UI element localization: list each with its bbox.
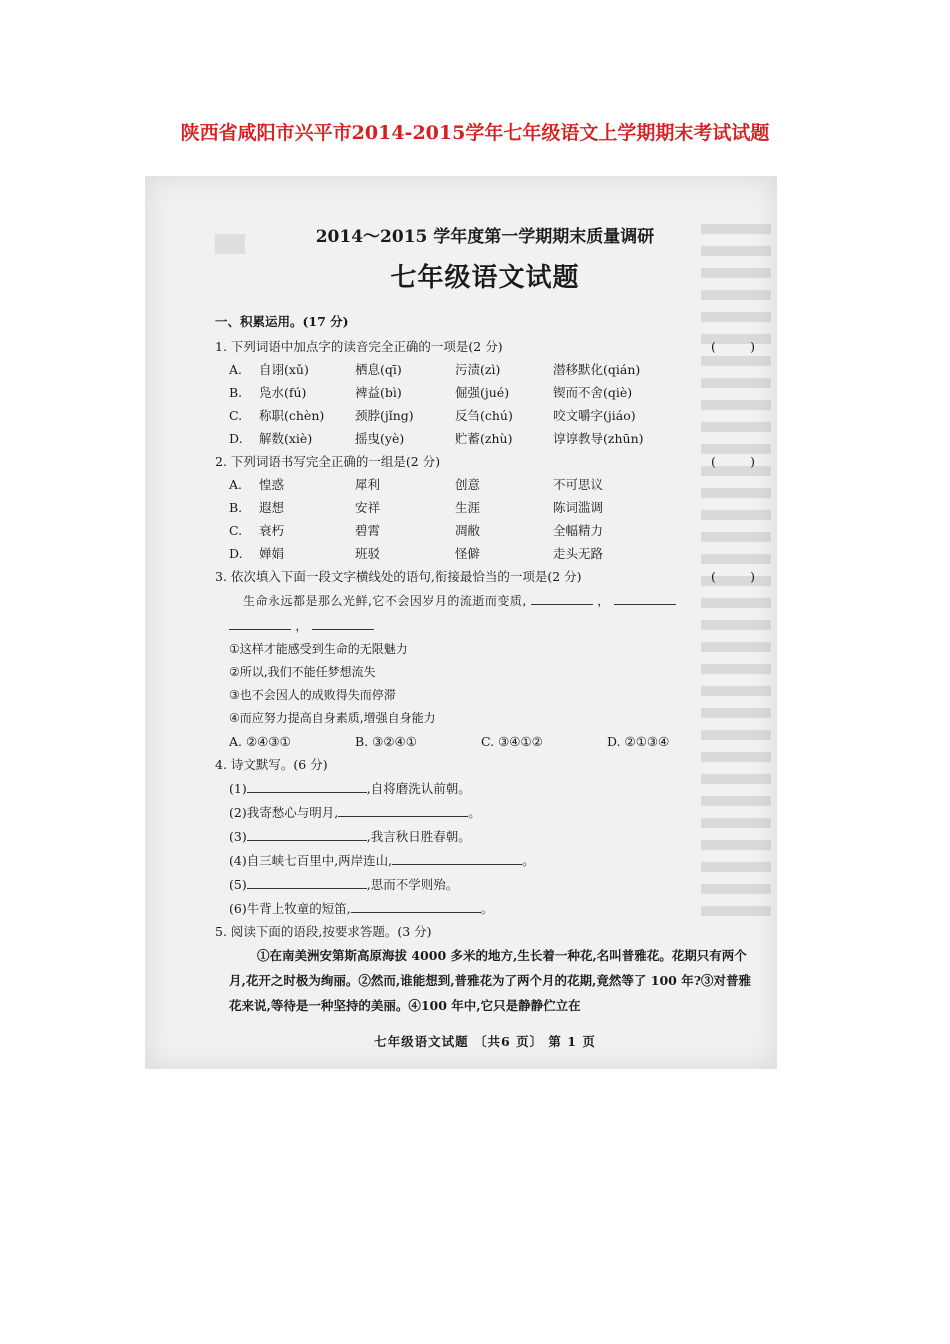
option-letter: D. [229, 546, 243, 561]
page-title: 陕西省咸阳市兴平市2014-2015学年七年级语文上学期期末考试试题 [180, 122, 770, 144]
passage-text: 生命永远都是那么光鲜,它不会因岁月的流逝而变质, [243, 594, 527, 608]
question-5-paragraph: ①在南美洲安第斯高原海拔 4000 多米的地方,生长着一种花,名叫普雅花。花期只有两个月,花开之时极为绚丽。②然而,谁能想到,普雅花为了两个月的花期,竟然等了 100 年?③对普雅花来说,等待是一种坚持的美丽。④100 年中,它只是静静伫立在 [229, 948, 752, 1013]
question-1-option-b [215, 381, 755, 404]
paren-open: ( [711, 339, 716, 354]
poem-line-2 [215, 800, 755, 824]
answer-parenthesis [711, 565, 755, 588]
question-1-option-c [215, 404, 755, 427]
fill-blank [247, 872, 367, 889]
option-word: 倔强(jué) [455, 385, 510, 400]
option-letter: C. [229, 523, 243, 538]
question-2-option-a [215, 473, 755, 496]
option-letter: C. [229, 408, 243, 423]
option-word: 摇曳(yè) [355, 431, 405, 446]
question-2-option-c [215, 519, 755, 542]
option-word: 自诩(xǔ) [259, 362, 309, 377]
question-3-sentence: ③也不会因人的成败得失而停滞 [229, 688, 396, 702]
blank-separator: ， [295, 619, 308, 633]
fill-blank [247, 776, 367, 793]
choice-c: C. ③④①② [481, 734, 543, 749]
poem-suffix: ,我言秋日胜春朝。 [366, 829, 471, 844]
fill-blank [229, 613, 291, 630]
option-letter: B. [229, 385, 243, 400]
option-letter: A. [229, 477, 243, 492]
question-2-option-b [215, 496, 755, 519]
choice-d: D. ②①③④ [607, 734, 670, 749]
option-word: 栖息(qī) [355, 362, 402, 377]
poem-prefix: (2)我寄愁心与明月, [229, 805, 339, 820]
blank-separator: ， [597, 594, 610, 608]
question-3-sentence: ②所以,我们不能任梦想流失 [229, 665, 376, 679]
option-word: 污渍(zì) [455, 362, 501, 377]
option-word: 解数(xiè) [259, 431, 313, 446]
option-letter: D. [229, 431, 243, 446]
poem-line-1 [215, 776, 755, 800]
option-word: 称职(chèn) [259, 408, 325, 423]
poem-prefix: (6)牛背上牧童的短笛, [229, 901, 351, 916]
option-word: 碧霄 [355, 523, 381, 538]
option-word: 惶惑 [259, 477, 285, 492]
option-letter: A. [229, 362, 243, 377]
option-word: 全幅精力 [553, 523, 604, 538]
poem-suffix: 。 [468, 805, 481, 820]
poem-line-5 [215, 872, 755, 896]
question-3-blank-line [215, 613, 755, 638]
poem-line-4 [215, 848, 755, 872]
option-word: 潜移默化(qián) [553, 362, 641, 377]
option-word: 衰朽 [259, 523, 285, 538]
option-word: 贮蓄(zhù) [455, 431, 513, 446]
paren-open: ( [711, 454, 716, 469]
option-word: 创意 [455, 477, 481, 492]
option-word: 遐想 [259, 500, 285, 515]
poem-prefix: (3) [229, 829, 247, 844]
question-1-text: 1. 下列词语中加点字的读音完全正确的一项是(2 分) [215, 339, 503, 354]
question-1-stem [215, 335, 755, 358]
option-word: 生涯 [455, 500, 481, 515]
page-footer: 七年级语文试题 〔共6 页〕 第 1 页 [374, 1034, 596, 1049]
fill-blank [338, 800, 468, 817]
fill-blank [247, 824, 367, 841]
question-4-stem: 4. 诗文默写。(6 分) [215, 757, 328, 772]
question-2-option-d [215, 542, 755, 565]
option-word: 谆谆教导(zhūn) [553, 431, 644, 446]
option-word: 裨益(bì) [355, 385, 402, 400]
scanned-exam-image [145, 176, 777, 1069]
option-word: 锲而不舍(qiè) [553, 385, 633, 400]
option-word: 犀利 [355, 477, 381, 492]
option-word: 陈词滥调 [553, 500, 604, 515]
poem-prefix: (1) [229, 781, 247, 796]
question-1-option-a [215, 358, 755, 381]
option-word: 怪僻 [455, 546, 481, 561]
fill-blank [312, 613, 374, 630]
question-3-passage [215, 588, 755, 613]
question-2-stem [215, 450, 755, 473]
fill-blank [614, 588, 676, 605]
question-5-stem: 5. 阅读下面的语段,按要求答题。(3 分) [215, 924, 432, 939]
paren-close: ) [750, 339, 755, 354]
fill-blank [392, 848, 522, 865]
option-word: 不可思议 [553, 477, 604, 492]
question-3-choices [215, 730, 755, 753]
choice-b: B. ③②④① [355, 734, 417, 749]
poem-suffix: ,思而不学则殆。 [366, 877, 459, 892]
paren-close: ) [750, 454, 755, 469]
question-3-stem [215, 565, 755, 588]
fill-blank [351, 896, 481, 913]
poem-prefix: (4)自三峡七百里中,两岸连山, [229, 853, 393, 868]
option-word: 班驳 [355, 546, 381, 561]
fill-blank [531, 588, 593, 605]
answer-parenthesis [711, 335, 755, 358]
question-1-option-d [215, 427, 755, 450]
paren-open: ( [711, 569, 716, 584]
option-word: 凫水(fú) [259, 385, 307, 400]
option-word: 婵娟 [259, 546, 285, 561]
option-word: 安祥 [355, 500, 381, 515]
paren-close: ) [750, 569, 755, 584]
option-letter: B. [229, 500, 243, 515]
poem-suffix: 。 [480, 901, 494, 916]
poem-prefix: (5) [229, 877, 247, 892]
question-3-text: 3. 依次填入下面一段文字横线处的语句,衔接最恰当的一项是(2 分) [215, 569, 582, 584]
question-3-sentence: ④而应努力提高自身素质,增强自身能力 [229, 711, 436, 725]
question-3-sentence: ①这样才能感受到生命的无限魅力 [229, 642, 408, 656]
answer-parenthesis [711, 450, 755, 473]
choice-a: A. ②④③① [229, 734, 291, 749]
poem-line-3 [215, 824, 755, 848]
exam-header-term: 2014～2015 学年度第一学期期末质量调研 [315, 227, 655, 247]
poem-line-6 [215, 896, 755, 920]
poem-suffix: 。 [522, 853, 535, 868]
option-word: 反刍(chú) [455, 408, 513, 423]
exam-sheet [215, 222, 755, 1053]
section-heading: 一、积累运用。(17 分) [215, 314, 349, 329]
option-word: 咬文嚼字(jiáo) [553, 408, 636, 423]
exam-header-title: 七年级语文试题 [390, 263, 580, 293]
option-word: 凋敝 [455, 523, 481, 538]
option-word: 走头无路 [553, 546, 604, 561]
question-2-text: 2. 下列词语书写完全正确的一组是(2 分) [215, 454, 441, 469]
poem-suffix: ,自将磨洗认前朝。 [366, 781, 471, 796]
option-word: 颈脖(jǐng) [355, 408, 414, 423]
